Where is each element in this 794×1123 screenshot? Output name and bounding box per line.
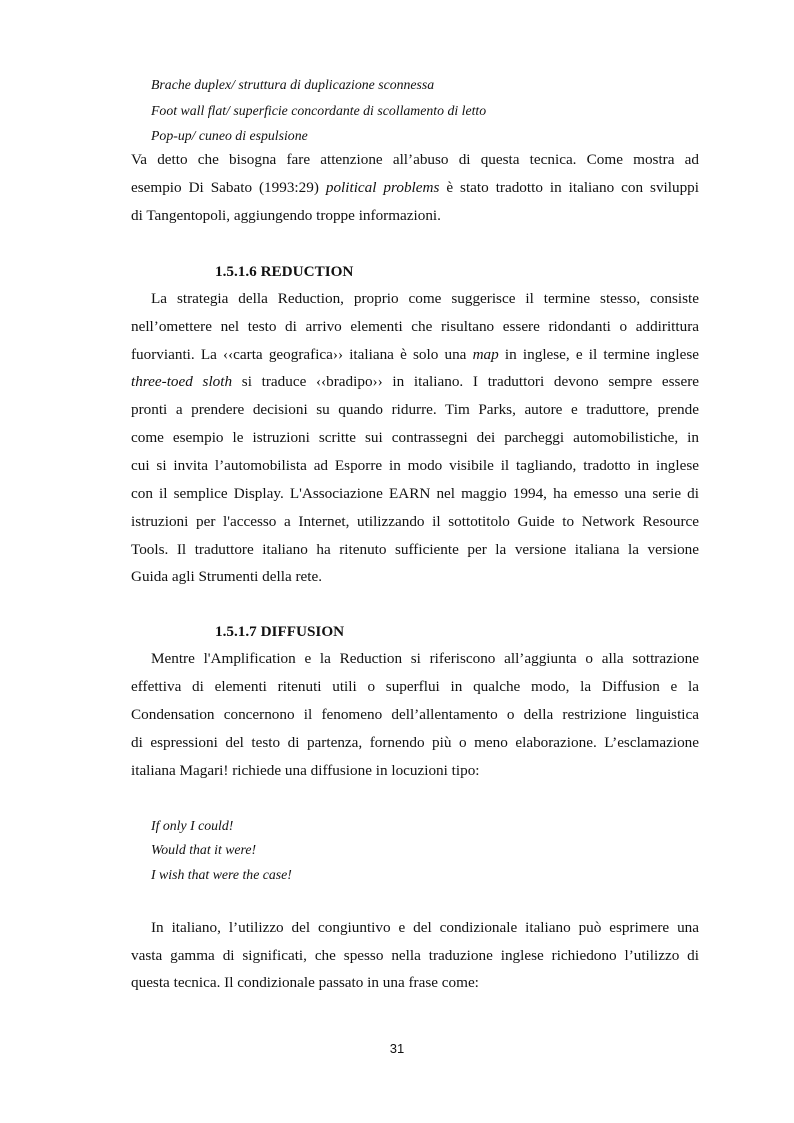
body-line: di Tangentopoli, aggiungendo troppe informazioni. xyxy=(131,207,441,224)
example-line: Brache duplex/ struttura di duplicazione sconnessa xyxy=(151,77,435,92)
body-line: Tools. Il traduttore italiano ha ritenuto sufficiente per la versione italiana la versione xyxy=(131,541,699,558)
body-line: vasta gamma di significati, che spesso nella traduzione inglese richiedono l’utilizzo di xyxy=(131,947,699,964)
body-line: come esempio le istruzioni scritte sui contrassegni dei parcheggi automobilistiche, in xyxy=(131,429,699,446)
text-span: fuorvianti. La ‹‹carta geografica›› italiana è solo una xyxy=(131,346,473,363)
example-line: Would that it were! xyxy=(151,842,257,857)
body-line: effettiva di elementi ritenuti utili o superflui in qualche modo, la Diffusion e la xyxy=(131,678,699,695)
body-line: Mentre l'Amplification e la Reduction si riferiscono all’aggiunta o alla sottrazione xyxy=(151,650,699,667)
body-line: La strategia della Reduction, proprio come suggerisce il termine stesso, consiste xyxy=(151,290,699,307)
body-line: di espressioni del testo di partenza, fornendo più o meno elaborazione. L’esclamazione xyxy=(131,734,699,751)
text-span: in inglese, e il termine inglese xyxy=(498,346,700,363)
italic-term: three-toed sloth xyxy=(131,373,233,390)
body-line: In italiano, l’utilizzo del congiuntivo e del condizionale italiano può esprimere una xyxy=(151,919,699,936)
italic-term: map xyxy=(472,346,499,363)
body-line: nell’omettere nel testo di arrivo elementi che risultano essere ridondanti o addirittura xyxy=(131,318,699,335)
italic-term: political problems xyxy=(325,179,440,196)
body-line: questa tecnica. Il condizionale passato in una frase come: xyxy=(131,974,479,991)
body-line: istruzioni per l'accesso a Internet, utilizzando il sottotitolo Guide to Network Resource xyxy=(131,513,699,530)
text-span: è stato tradotto in italiano con sviluppi xyxy=(439,179,699,196)
section-heading-reduction: 1.5.1.6 REDUCTION xyxy=(215,263,354,280)
text-span: si traduce ‹‹bradipo›› in italiano. I traduttori devono sempre essere xyxy=(232,373,699,390)
body-line: italiana Magari! richiede una diffusione in locuzioni tipo: xyxy=(131,762,480,779)
example-line: If only I could! xyxy=(151,818,234,833)
body-line: pronti a prendere decisioni su quando ridurre. Tim Parks, autore e traduttore, prende xyxy=(131,401,699,418)
body-line: cui si invita l’automobilista ad Esporre in modo visibile il tagliando, tradotto in inglese xyxy=(131,457,699,474)
body-line: Va detto che bisogna fare attenzione all’abuso di questa tecnica. Come mostra ad xyxy=(131,151,699,168)
example-line: Foot wall flat/ superficie concordante di scollamento di letto xyxy=(151,103,487,118)
body-line xyxy=(131,178,699,198)
section-heading-diffusion: 1.5.1.7 DIFFUSION xyxy=(215,623,345,640)
body-line: Condensation concernono il fenomeno dell’allentamento o della restrizione linguistica xyxy=(131,706,699,723)
example-line: I wish that were the case! xyxy=(151,867,292,882)
body-line: Guida agli Strumenti della rete. xyxy=(131,568,323,585)
text-span: esempio Di Sabato (1993:29) xyxy=(131,179,326,196)
body-line xyxy=(131,372,699,392)
page-number: 31 xyxy=(389,1041,405,1056)
example-line: Pop-up/ cuneo di espulsione xyxy=(151,128,308,143)
body-line xyxy=(131,345,699,365)
body-line: con il semplice Display. L'Associazione EARN nel maggio 1994, ha emesso una serie di xyxy=(131,485,699,502)
